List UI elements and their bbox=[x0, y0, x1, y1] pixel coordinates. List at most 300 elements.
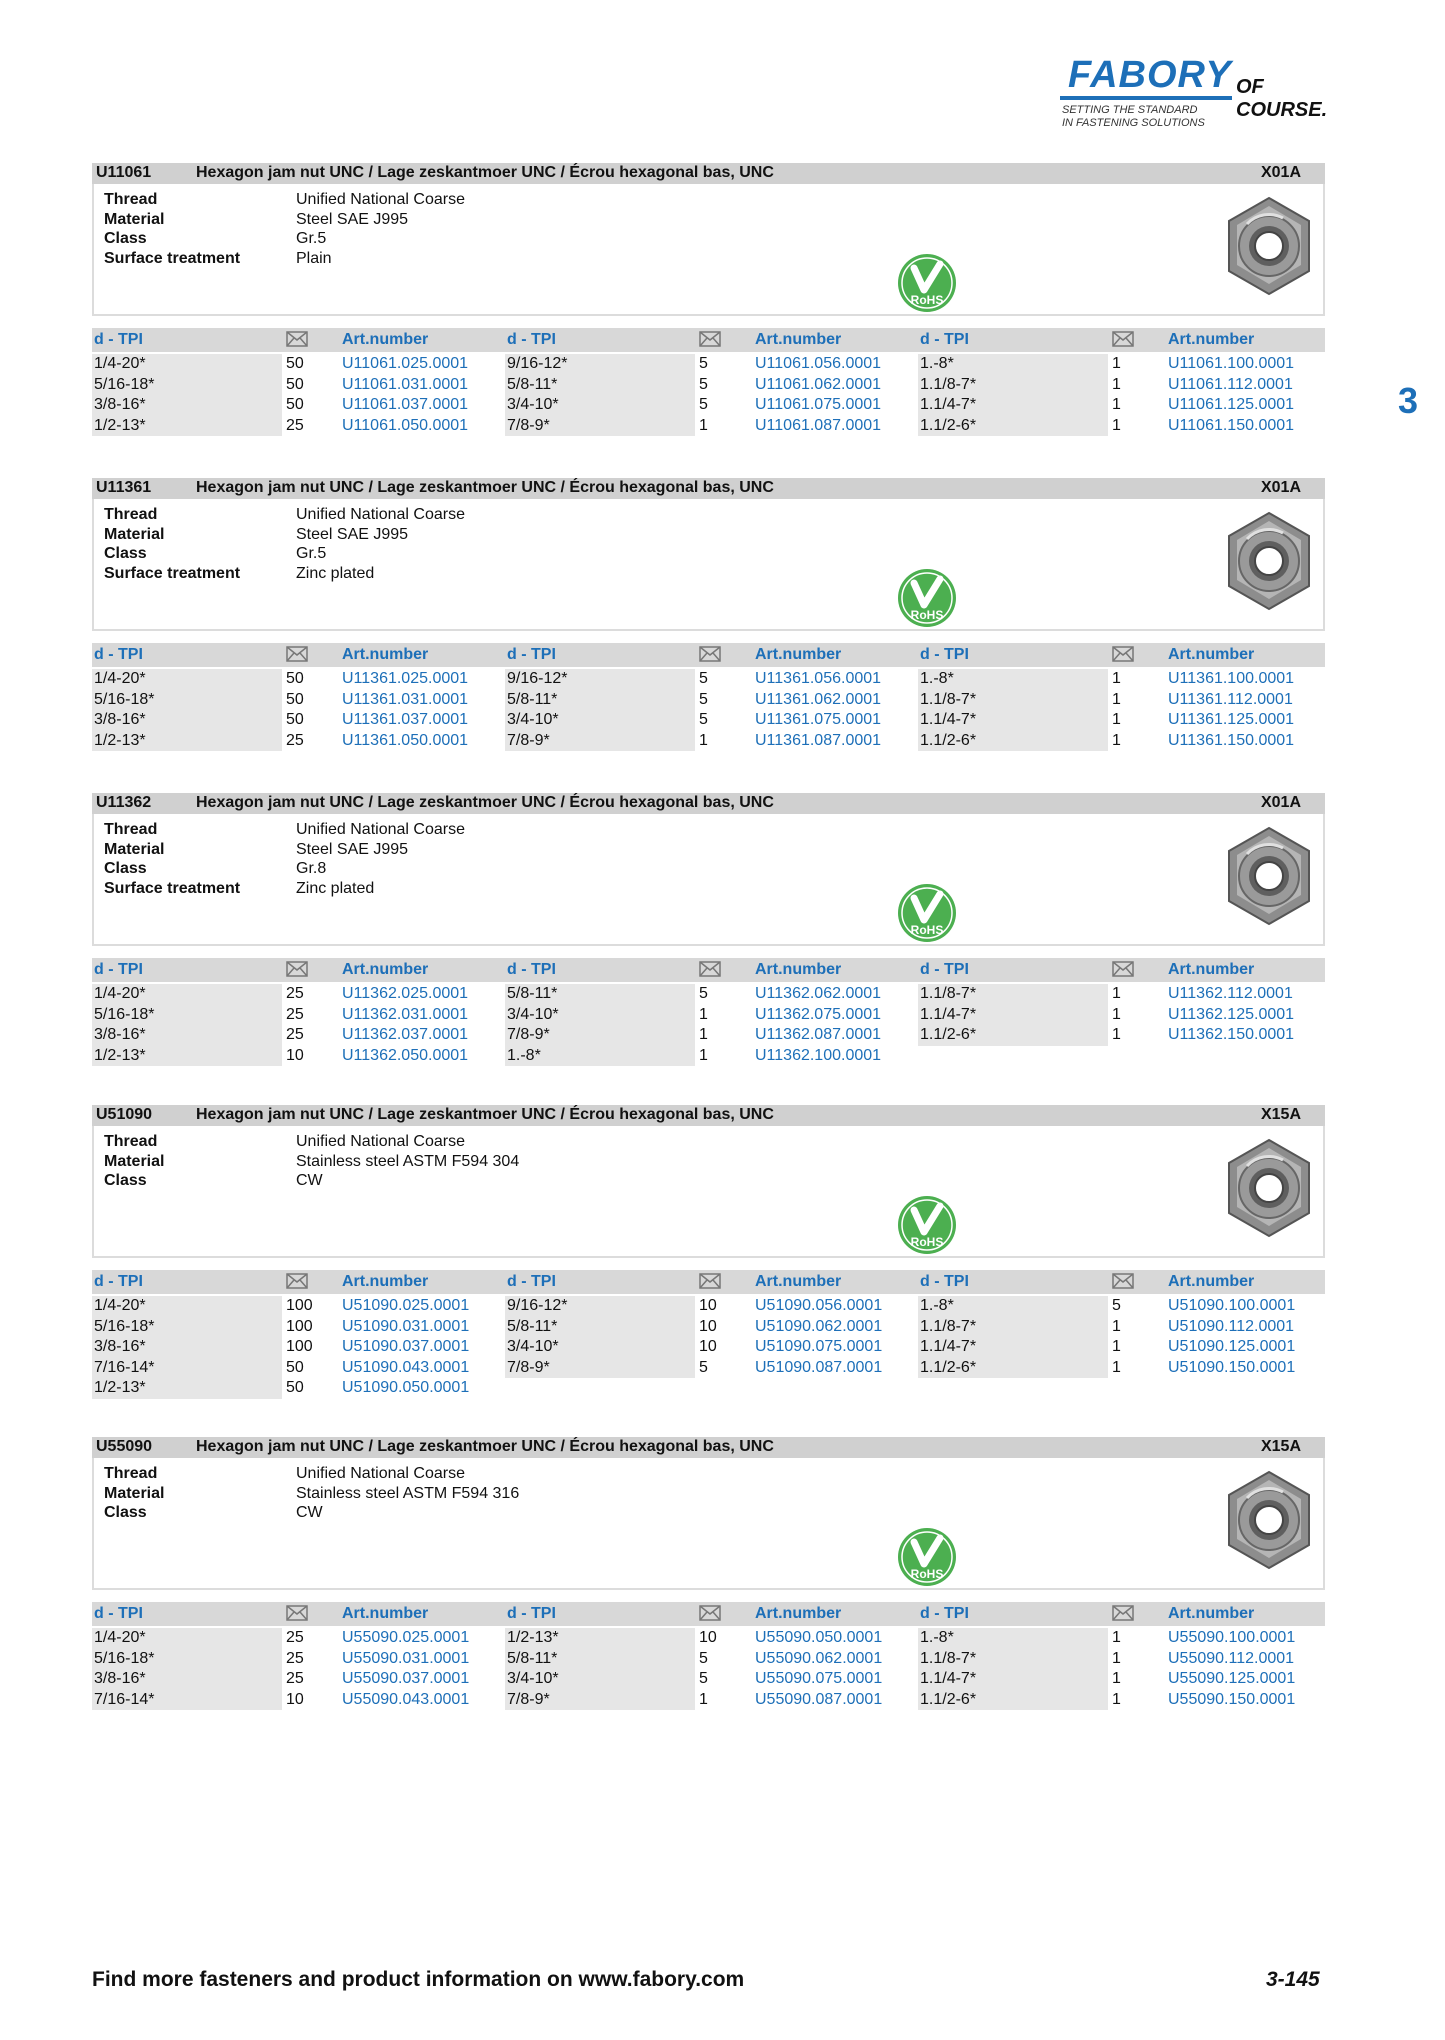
size-cell: 7/8-9* bbox=[507, 416, 550, 434]
qty-cell: 5 bbox=[699, 690, 708, 708]
article-number-link[interactable]: U55090.100.0001 bbox=[1168, 1629, 1296, 1646]
section-header bbox=[92, 478, 1325, 499]
article-number-link[interactable]: U51090.062.0001 bbox=[755, 1317, 883, 1335]
article-number-link[interactable]: U11361.150.0001 bbox=[1168, 731, 1295, 749]
package-code: X01A bbox=[1260, 479, 1301, 496]
article-number-link[interactable]: U11061.125.0001 bbox=[1168, 396, 1295, 413]
size-cell: 1/4-20* bbox=[94, 670, 146, 687]
size-cell: 1/2-13* bbox=[94, 416, 146, 434]
spec-box bbox=[92, 499, 1325, 631]
package-qty-icon bbox=[1112, 1605, 1134, 1626]
spec-label: Material bbox=[104, 525, 165, 543]
spec-label: Surface treatment bbox=[104, 249, 241, 267]
qty-cell: 100 bbox=[286, 1297, 313, 1314]
spec-row-material bbox=[104, 210, 465, 230]
size-cell: 1.1/8-7* bbox=[920, 1317, 977, 1335]
size-cell: 5/16-18* bbox=[94, 690, 155, 708]
qty-cell: 50 bbox=[286, 1379, 304, 1396]
spec-label: Material bbox=[104, 840, 165, 858]
size-cell: 1.1/2-6* bbox=[920, 731, 977, 749]
spec-label: Class bbox=[104, 860, 147, 877]
product-code: U55090 bbox=[96, 1438, 153, 1455]
article-number-link[interactable]: U51090.025.0001 bbox=[342, 1297, 470, 1314]
article-number-link[interactable]: U11362.087.0001 bbox=[755, 1026, 882, 1043]
size-cell: 3/4-10* bbox=[507, 1670, 559, 1687]
size-cell: 1.1/4-7* bbox=[920, 1670, 977, 1687]
size-cell: 7/8-9* bbox=[507, 731, 550, 749]
section-header bbox=[92, 163, 1325, 184]
column-header-art: Art.number bbox=[1168, 331, 1255, 348]
article-number-link[interactable]: U11361.075.0001 bbox=[755, 711, 882, 728]
column-header-size: d - TPI bbox=[507, 1605, 556, 1622]
brand-tagline bbox=[1062, 104, 1205, 130]
spec-label: Material bbox=[104, 210, 165, 228]
spec-value: Steel SAE J995 bbox=[296, 525, 409, 543]
qty-cell: 25 bbox=[286, 985, 304, 1002]
spec-label: Surface treatment bbox=[104, 564, 241, 582]
spec-label: Thread bbox=[104, 191, 158, 208]
spec-value: Stainless steel ASTM F594 316 bbox=[296, 1484, 520, 1502]
spec-box bbox=[92, 814, 1325, 946]
size-cell: 5/16-18* bbox=[94, 1649, 155, 1667]
qty-cell: 5 bbox=[699, 355, 708, 372]
size-cell: 7/8-9* bbox=[507, 1358, 550, 1376]
spec-row-surface bbox=[104, 564, 465, 584]
article-number-link[interactable]: U11361.112.0001 bbox=[1168, 690, 1293, 708]
brand-tagline-1: SETTING THE STANDARD bbox=[1062, 104, 1198, 116]
article-number-link[interactable]: U11361.125.0001 bbox=[1168, 711, 1295, 728]
spec-label: Thread bbox=[104, 821, 158, 838]
qty-cell: 1 bbox=[1112, 1338, 1121, 1355]
table-header bbox=[92, 958, 1325, 982]
table-header bbox=[92, 643, 1325, 667]
column-header-art: Art.number bbox=[342, 331, 429, 348]
article-number-link[interactable]: U51090.050.0001 bbox=[342, 1379, 470, 1396]
article-number-link[interactable]: U11362.075.0001 bbox=[755, 1005, 882, 1023]
spec-row-class bbox=[104, 544, 465, 564]
spec-value: Zinc plated bbox=[296, 564, 375, 582]
qty-cell: 25 bbox=[286, 1649, 304, 1667]
qty-cell: 5 bbox=[699, 985, 708, 1002]
qty-cell: 1 bbox=[1112, 1005, 1121, 1023]
size-table bbox=[92, 984, 1325, 1070]
column-header-size: d - TPI bbox=[507, 646, 556, 663]
svg-text:RoHS: RoHS bbox=[910, 1567, 944, 1581]
article-number-link[interactable]: U55090.031.0001 bbox=[342, 1649, 470, 1667]
article-number-link[interactable]: U11361.050.0001 bbox=[342, 731, 469, 749]
qty-cell: 1 bbox=[1112, 711, 1121, 728]
rohs-badge-icon bbox=[896, 882, 958, 949]
spec-label: Material bbox=[104, 1484, 165, 1502]
column-header-art: Art.number bbox=[342, 646, 429, 663]
column-header-size: d - TPI bbox=[94, 961, 143, 978]
spec-row-surface bbox=[104, 879, 465, 899]
package-code: X15A bbox=[1260, 1438, 1301, 1455]
package-qty-icon bbox=[699, 1273, 721, 1294]
product-code: U51090 bbox=[96, 1106, 153, 1123]
size-cell: 7/16-14* bbox=[94, 1358, 155, 1376]
article-number-link[interactable]: U11061.025.0001 bbox=[342, 355, 469, 372]
qty-cell: 1 bbox=[1112, 416, 1121, 434]
section-header bbox=[92, 1437, 1325, 1458]
column-header-size: d - TPI bbox=[920, 961, 969, 978]
article-number-link[interactable]: U55090.112.0001 bbox=[1168, 1649, 1295, 1667]
article-number-link[interactable]: U55090.037.0001 bbox=[342, 1670, 470, 1687]
article-number-link[interactable]: U11362.025.0001 bbox=[342, 985, 469, 1002]
size-cell: 5/8-11* bbox=[507, 690, 558, 708]
article-number-link[interactable]: U11061.050.0001 bbox=[342, 416, 469, 434]
column-header-art: Art.number bbox=[1168, 646, 1255, 663]
section-header bbox=[92, 1105, 1325, 1126]
package-qty-icon bbox=[1112, 1273, 1134, 1294]
column-header-size: d - TPI bbox=[94, 1605, 143, 1622]
package-code: X01A bbox=[1260, 164, 1301, 181]
size-cell: 5/8-11* bbox=[507, 375, 558, 393]
size-cell: 1/4-20* bbox=[94, 1629, 146, 1646]
page-number: 3-145 bbox=[1266, 1968, 1320, 1991]
spec-row-thread bbox=[104, 1132, 519, 1152]
spec-row-class bbox=[104, 859, 465, 879]
qty-cell: 10 bbox=[286, 1046, 304, 1064]
article-number-link[interactable]: U51090.043.0001 bbox=[342, 1358, 470, 1376]
package-qty-icon bbox=[699, 961, 721, 982]
size-cell: 1.1/8-7* bbox=[920, 985, 977, 1002]
column-header-art: Art.number bbox=[755, 1273, 842, 1290]
qty-cell: 100 bbox=[286, 1338, 313, 1355]
qty-cell: 5 bbox=[699, 1670, 708, 1687]
article-number-link[interactable]: U11361.100.0001 bbox=[1168, 670, 1295, 687]
package-qty-icon bbox=[286, 331, 308, 352]
size-cell: 1.1/4-7* bbox=[920, 396, 977, 413]
spec-value: Plain bbox=[296, 249, 332, 267]
spec-row-material bbox=[104, 525, 465, 545]
size-cell: 3/4-10* bbox=[507, 396, 559, 413]
qty-cell: 1 bbox=[699, 1005, 708, 1023]
article-number-link[interactable]: U11362.100.0001 bbox=[755, 1046, 882, 1064]
spec-row-surface bbox=[104, 249, 465, 269]
product-section bbox=[92, 1105, 1325, 1403]
rohs-badge-icon bbox=[896, 1526, 958, 1593]
size-cell: 1.-8* bbox=[920, 670, 954, 687]
package-qty-icon bbox=[1112, 961, 1134, 982]
size-cell: 1/2-13* bbox=[94, 1046, 146, 1064]
package-qty-icon bbox=[1112, 646, 1134, 667]
product-title: Hexagon jam nut UNC / Lage zeskantmoer UNC / Écrou hexagonal bas, UNC bbox=[196, 1106, 774, 1123]
qty-cell: 10 bbox=[286, 1690, 304, 1708]
column-header-size: d - TPI bbox=[920, 331, 969, 348]
size-cell: 9/16-12* bbox=[507, 670, 568, 687]
article-number-link[interactable]: U11362.062.0001 bbox=[755, 985, 882, 1002]
article-number-link[interactable]: U11361.031.0001 bbox=[342, 690, 469, 708]
article-number-link[interactable]: U11061.087.0001 bbox=[755, 416, 882, 434]
package-qty-icon bbox=[286, 1273, 308, 1294]
qty-cell: 1 bbox=[699, 1026, 708, 1043]
package-code: X15A bbox=[1260, 1106, 1301, 1123]
article-number-link[interactable]: U11362.112.0001 bbox=[1168, 985, 1293, 1002]
qty-cell: 50 bbox=[286, 690, 304, 708]
size-cell: 7/8-9* bbox=[507, 1690, 550, 1708]
product-code: U11061 bbox=[96, 164, 152, 181]
qty-cell: 50 bbox=[286, 670, 304, 687]
hex-nut-image-icon bbox=[1223, 509, 1315, 618]
article-number-link[interactable]: U11361.037.0001 bbox=[342, 711, 469, 728]
spec-label: Thread bbox=[104, 506, 158, 523]
article-number-link[interactable]: U51090.031.0001 bbox=[342, 1317, 470, 1335]
article-number-link[interactable]: U11362.125.0001 bbox=[1168, 1005, 1295, 1023]
article-number-link[interactable]: U55090.050.0001 bbox=[755, 1629, 883, 1646]
qty-cell: 50 bbox=[286, 375, 304, 393]
qty-cell: 25 bbox=[286, 731, 304, 749]
product-title: Hexagon jam nut UNC / Lage zeskantmoer UNC / Écrou hexagonal bas, UNC bbox=[196, 479, 774, 496]
hex-nut-image-icon bbox=[1223, 824, 1315, 933]
package-qty-icon bbox=[699, 331, 721, 352]
article-number-link[interactable]: U51090.112.0001 bbox=[1168, 1317, 1295, 1335]
article-number-link[interactable]: U51090.056.0001 bbox=[755, 1297, 883, 1314]
qty-cell: 1 bbox=[699, 1690, 708, 1708]
size-cell: 9/16-12* bbox=[507, 1297, 568, 1314]
hex-nut-image-icon bbox=[1223, 1136, 1315, 1245]
size-cell: 3/8-16* bbox=[94, 396, 146, 413]
qty-cell: 25 bbox=[286, 1670, 304, 1687]
article-number-link[interactable]: U55090.087.0001 bbox=[755, 1690, 883, 1708]
column-header-art: Art.number bbox=[1168, 1605, 1255, 1622]
article-number-link[interactable]: U11361.025.0001 bbox=[342, 670, 469, 687]
qty-cell: 50 bbox=[286, 396, 304, 413]
article-number-link[interactable]: U55090.062.0001 bbox=[755, 1649, 883, 1667]
spec-row-thread bbox=[104, 820, 465, 840]
hex-nut-image-icon bbox=[1223, 1468, 1315, 1577]
column-header-art: Art.number bbox=[755, 646, 842, 663]
size-table bbox=[92, 1296, 1325, 1403]
size-cell: 1/4-20* bbox=[94, 985, 146, 1002]
table-header bbox=[92, 328, 1325, 352]
column-header-size: d - TPI bbox=[94, 646, 143, 663]
qty-cell: 1 bbox=[1112, 396, 1121, 413]
package-qty-icon bbox=[699, 646, 721, 667]
qty-cell: 1 bbox=[1112, 985, 1121, 1002]
spec-list bbox=[104, 820, 465, 898]
qty-cell: 1 bbox=[1112, 1026, 1121, 1043]
size-cell: 1.1/8-7* bbox=[920, 1649, 977, 1667]
size-cell: 1.1/8-7* bbox=[920, 375, 977, 393]
size-cell: 5/16-18* bbox=[94, 375, 155, 393]
article-number-link[interactable]: U11362.150.0001 bbox=[1168, 1026, 1295, 1043]
size-cell: 5/8-11* bbox=[507, 985, 558, 1002]
svg-text:RoHS: RoHS bbox=[910, 1235, 944, 1249]
size-cell: 1.1/2-6* bbox=[920, 1690, 977, 1708]
spec-label: Material bbox=[104, 1152, 165, 1170]
package-qty-icon bbox=[1112, 331, 1134, 352]
size-cell: 3/8-16* bbox=[94, 1338, 146, 1355]
qty-cell: 1 bbox=[1112, 1690, 1121, 1708]
column-header-art: Art.number bbox=[755, 961, 842, 978]
qty-cell: 25 bbox=[286, 1629, 304, 1646]
qty-cell: 1 bbox=[699, 416, 708, 434]
column-header-size: d - TPI bbox=[920, 1605, 969, 1622]
spec-value: CW bbox=[296, 1504, 323, 1521]
table-header bbox=[92, 1270, 1325, 1294]
section-header bbox=[92, 793, 1325, 814]
article-number-link[interactable]: U11361.062.0001 bbox=[755, 690, 882, 708]
size-cell: 1/2-13* bbox=[94, 731, 146, 749]
spec-row-thread bbox=[104, 1464, 519, 1484]
hex-nut-image-icon bbox=[1223, 194, 1315, 303]
qty-cell: 1 bbox=[1112, 1629, 1121, 1646]
qty-cell: 5 bbox=[699, 670, 708, 687]
spec-list bbox=[104, 505, 465, 583]
qty-cell: 1 bbox=[1112, 1670, 1121, 1687]
article-number-link[interactable]: U11362.037.0001 bbox=[342, 1026, 469, 1043]
article-number-link[interactable]: U11361.087.0001 bbox=[755, 731, 882, 749]
column-header-size: d - TPI bbox=[507, 961, 556, 978]
spec-value: Unified National Coarse bbox=[296, 1465, 465, 1482]
spec-row-material bbox=[104, 840, 465, 860]
product-title: Hexagon jam nut UNC / Lage zeskantmoer UNC / Écrou hexagonal bas, UNC bbox=[196, 794, 774, 811]
spec-value: Steel SAE J995 bbox=[296, 840, 409, 858]
spec-row-class bbox=[104, 1503, 519, 1523]
qty-cell: 5 bbox=[699, 396, 708, 413]
size-cell: 1.1/4-7* bbox=[920, 1338, 977, 1355]
article-number-link[interactable]: U55090.150.0001 bbox=[1168, 1690, 1296, 1708]
article-number-link[interactable]: U55090.043.0001 bbox=[342, 1690, 470, 1708]
spec-value: Gr.5 bbox=[296, 545, 327, 562]
size-cell: 1.-8* bbox=[920, 1629, 954, 1646]
spec-value: Zinc plated bbox=[296, 879, 375, 897]
qty-cell: 5 bbox=[1112, 1297, 1121, 1314]
spec-list bbox=[104, 190, 465, 268]
brand-name: FABORY bbox=[1068, 54, 1232, 96]
size-cell: 1.1/2-6* bbox=[920, 416, 977, 434]
qty-cell: 1 bbox=[1112, 731, 1121, 749]
article-number-link[interactable]: U11361.056.0001 bbox=[755, 670, 882, 687]
qty-cell: 1 bbox=[1112, 375, 1121, 393]
brand-logo bbox=[1060, 54, 1350, 134]
qty-cell: 1 bbox=[1112, 1317, 1121, 1335]
brand-underline bbox=[1060, 96, 1232, 100]
article-number-link[interactable]: U11061.031.0001 bbox=[342, 375, 469, 393]
size-cell: 5/16-18* bbox=[94, 1317, 155, 1335]
column-header-art: Art.number bbox=[755, 1605, 842, 1622]
size-cell: 1.-8* bbox=[920, 1297, 954, 1314]
qty-cell: 1 bbox=[1112, 355, 1121, 372]
qty-cell: 25 bbox=[286, 416, 304, 434]
column-header-size: d - TPI bbox=[94, 331, 143, 348]
column-header-art: Art.number bbox=[342, 1605, 429, 1622]
size-cell: 7/16-14* bbox=[94, 1690, 155, 1708]
article-number-link[interactable]: U51090.087.0001 bbox=[755, 1358, 883, 1376]
qty-cell: 1 bbox=[1112, 690, 1121, 708]
size-cell: 3/4-10* bbox=[507, 1005, 559, 1023]
article-number-link[interactable]: U55090.025.0001 bbox=[342, 1629, 470, 1646]
rohs-badge-icon bbox=[896, 252, 958, 319]
product-title: Hexagon jam nut UNC / Lage zeskantmoer UNC / Écrou hexagonal bas, UNC bbox=[196, 164, 774, 181]
spec-value: Gr.5 bbox=[296, 230, 327, 247]
size-cell: 1/4-20* bbox=[94, 1297, 146, 1314]
article-number-link[interactable]: U11061.112.0001 bbox=[1168, 375, 1293, 393]
spec-row-class bbox=[104, 1171, 519, 1191]
qty-cell: 50 bbox=[286, 1358, 304, 1376]
spec-value: Steel SAE J995 bbox=[296, 210, 409, 228]
package-qty-icon bbox=[286, 1605, 308, 1626]
article-number-link[interactable]: U11362.031.0001 bbox=[342, 1005, 469, 1023]
size-cell: 1.1/4-7* bbox=[920, 711, 977, 728]
size-cell: 9/16-12* bbox=[507, 355, 568, 372]
qty-cell: 1 bbox=[1112, 1649, 1121, 1667]
size-cell: 1.-8* bbox=[507, 1046, 541, 1064]
qty-cell: 5 bbox=[699, 1649, 708, 1667]
size-cell: 1/2-13* bbox=[94, 1379, 146, 1396]
size-table bbox=[92, 669, 1325, 755]
article-number-link[interactable]: U11061.056.0001 bbox=[755, 355, 882, 372]
article-number-link[interactable]: U51090.150.0001 bbox=[1168, 1358, 1296, 1376]
size-table bbox=[92, 354, 1325, 440]
size-cell: 3/8-16* bbox=[94, 1026, 146, 1043]
package-code: X01A bbox=[1260, 794, 1301, 811]
size-cell: 1.1/4-7* bbox=[920, 1005, 977, 1023]
size-cell: 3/8-16* bbox=[94, 711, 146, 728]
article-number-link[interactable]: U51090.037.0001 bbox=[342, 1338, 470, 1355]
qty-cell: 5 bbox=[699, 711, 708, 728]
article-number-link[interactable]: U55090.125.0001 bbox=[1168, 1670, 1296, 1687]
qty-cell: 10 bbox=[699, 1338, 717, 1355]
column-header-size: d - TPI bbox=[507, 331, 556, 348]
qty-cell: 1 bbox=[699, 731, 708, 749]
size-cell: 5/16-18* bbox=[94, 1005, 155, 1023]
size-cell: 1.-8* bbox=[920, 355, 954, 372]
qty-cell: 10 bbox=[699, 1629, 717, 1646]
footer-text: Find more fasteners and product information on www.fabory.com bbox=[92, 1968, 745, 1991]
brand-tagline-2: IN FASTENING SOLUTIONS bbox=[1062, 117, 1205, 129]
size-table bbox=[92, 1628, 1325, 1714]
article-number-link[interactable]: U11061.100.0001 bbox=[1168, 355, 1295, 372]
article-number-link[interactable]: U11061.075.0001 bbox=[755, 396, 882, 413]
article-number-link[interactable]: U51090.125.0001 bbox=[1168, 1338, 1296, 1355]
article-number-link[interactable]: U11061.062.0001 bbox=[755, 375, 882, 393]
article-number-link[interactable]: U11061.037.0001 bbox=[342, 396, 469, 413]
size-cell: 3/8-16* bbox=[94, 1670, 146, 1687]
spec-label: Thread bbox=[104, 1133, 158, 1150]
qty-cell: 5 bbox=[699, 1358, 708, 1376]
column-header-art: Art.number bbox=[755, 331, 842, 348]
article-number-link[interactable]: U51090.075.0001 bbox=[755, 1338, 883, 1355]
spec-label: Thread bbox=[104, 1465, 158, 1482]
article-number-link[interactable]: U51090.100.0001 bbox=[1168, 1297, 1296, 1314]
package-qty-icon bbox=[699, 1605, 721, 1626]
size-cell: 1.1/8-7* bbox=[920, 690, 977, 708]
size-cell: 1.1/2-6* bbox=[920, 1358, 977, 1376]
qty-cell: 10 bbox=[699, 1297, 717, 1314]
spec-value: Unified National Coarse bbox=[296, 1133, 465, 1150]
article-number-link[interactable]: U55090.075.0001 bbox=[755, 1670, 883, 1687]
spec-label: Class bbox=[104, 545, 147, 562]
product-code: U11362 bbox=[96, 794, 152, 811]
spec-list bbox=[104, 1132, 519, 1191]
article-number-link[interactable]: U11362.050.0001 bbox=[342, 1046, 469, 1064]
spec-value: Unified National Coarse bbox=[296, 191, 465, 208]
article-number-link[interactable]: U11061.150.0001 bbox=[1168, 416, 1295, 434]
column-header-art: Art.number bbox=[1168, 961, 1255, 978]
qty-cell: 1 bbox=[1112, 1358, 1121, 1376]
qty-cell: 10 bbox=[699, 1317, 717, 1335]
qty-cell: 100 bbox=[286, 1317, 313, 1335]
product-section bbox=[92, 478, 1325, 755]
spec-box bbox=[92, 1458, 1325, 1590]
svg-text:RoHS: RoHS bbox=[910, 293, 944, 307]
column-header-art: Art.number bbox=[342, 1273, 429, 1290]
column-header-size: d - TPI bbox=[94, 1273, 143, 1290]
column-header-size: d - TPI bbox=[920, 1273, 969, 1290]
qty-cell: 25 bbox=[286, 1005, 304, 1023]
